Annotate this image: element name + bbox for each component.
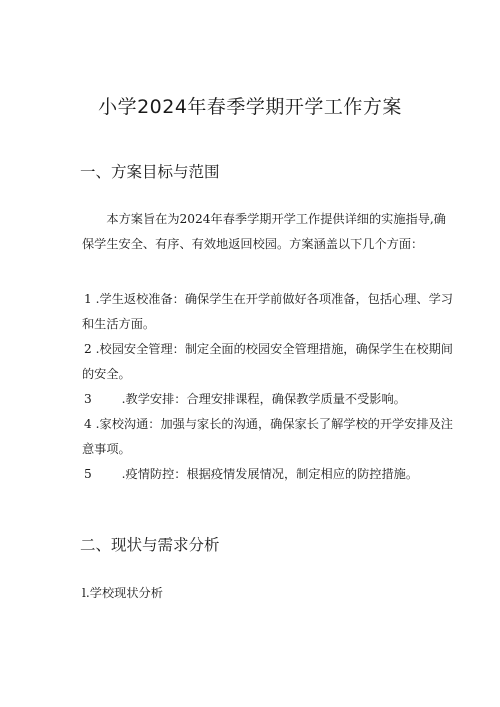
item-text: .校园安全管理：制定全面的校园安全管理措施，确保学生在校期间的安全。: [82, 342, 453, 381]
intro-paragraph: 本方案旨在为2024年春季学期开学工作提供详细的实施指导,确保学生安全、有序、有效地返回校园。方案涵盖以下几个方面：: [82, 212, 446, 251]
item-text: .家校沟通：加强与家长的沟通，确保家长了解学校的开学安排及注意事项。: [82, 417, 453, 456]
document-title: 小学2024年春季学期开学工作方案: [98, 96, 402, 118]
section-heading-analysis: 二、现状与需求分析: [80, 536, 220, 554]
list-item: [82, 287, 454, 337]
item-number: 1: [84, 292, 92, 306]
item-number: 4: [84, 417, 92, 431]
item-text: .学生返校准备：确保学生在开学前做好各项准备，包括心理、学习和生活方面。: [82, 292, 453, 331]
list-item: [82, 387, 454, 412]
item-number: 2: [84, 342, 92, 356]
item-number: 3: [84, 392, 92, 406]
item-number: 5: [84, 467, 92, 481]
list-item: [82, 412, 454, 462]
item-text: .疫情防控：根据疫情发展情况，制定相应的防控措施。: [121, 467, 419, 481]
list-item: [82, 337, 454, 387]
list-item: [82, 462, 454, 487]
item-text: .教学安排：合理安排课程，确保教学质量不受影响。: [121, 392, 406, 406]
subsection-heading: l.学校现状分析: [82, 586, 163, 600]
section-heading-goals: 一、方案目标与范围: [80, 163, 220, 181]
